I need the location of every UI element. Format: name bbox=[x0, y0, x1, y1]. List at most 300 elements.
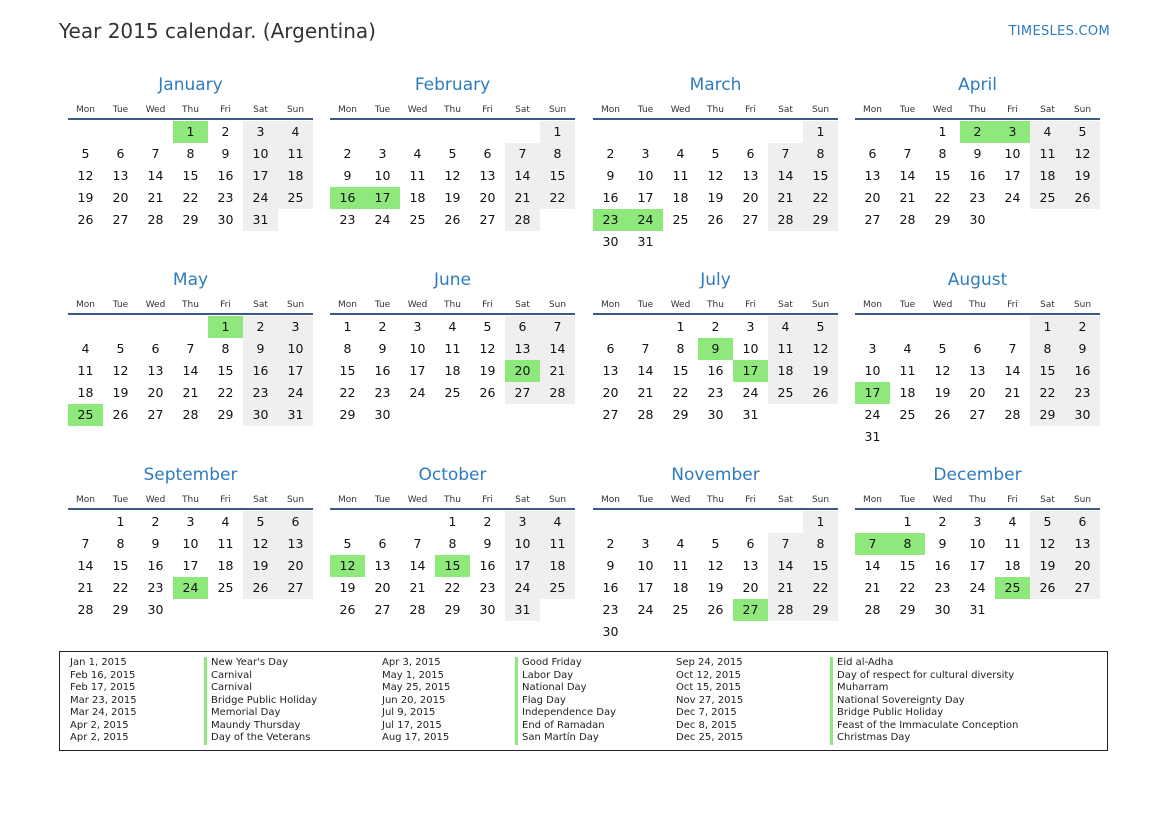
day-cell[interactable]: 30 bbox=[707, 407, 724, 422]
day-cell[interactable]: 14 bbox=[409, 558, 426, 573]
day-cell[interactable]: 13 bbox=[278, 533, 313, 555]
day-cell[interactable]: 4 bbox=[676, 536, 685, 551]
day-cell[interactable]: 1 bbox=[903, 514, 912, 529]
day-cell[interactable]: 29 bbox=[444, 602, 461, 617]
day-cell[interactable]: 30 bbox=[602, 624, 619, 639]
day-cell[interactable]: 14 bbox=[768, 555, 803, 577]
holiday-day-cell[interactable]: 17 bbox=[365, 187, 400, 209]
day-cell[interactable]: 25 bbox=[1030, 187, 1065, 209]
day-cell[interactable]: 22 bbox=[899, 580, 916, 595]
day-cell[interactable]: 2 bbox=[938, 514, 947, 529]
day-cell[interactable]: 28 bbox=[899, 212, 916, 227]
day-cell[interactable]: 24 bbox=[742, 385, 759, 400]
day-cell[interactable]: 7 bbox=[81, 536, 90, 551]
day-cell[interactable]: 26 bbox=[934, 407, 951, 422]
day-cell[interactable]: 27 bbox=[374, 602, 391, 617]
day-cell[interactable]: 19 bbox=[339, 580, 356, 595]
day-cell[interactable]: 23 bbox=[934, 580, 951, 595]
day-cell[interactable]: 7 bbox=[641, 341, 650, 356]
day-cell[interactable]: 24 bbox=[505, 577, 540, 599]
day-cell[interactable]: 2 bbox=[483, 514, 492, 529]
day-cell[interactable]: 7 bbox=[1008, 341, 1017, 356]
day-cell[interactable]: 17 bbox=[637, 190, 654, 205]
day-cell[interactable]: 10 bbox=[278, 338, 313, 360]
day-cell[interactable]: 25 bbox=[444, 385, 461, 400]
day-cell[interactable]: 23 bbox=[217, 190, 234, 205]
day-cell[interactable]: 18 bbox=[278, 165, 313, 187]
day-cell[interactable]: 14 bbox=[637, 363, 654, 378]
day-cell[interactable]: 21 bbox=[409, 580, 426, 595]
day-cell[interactable]: 10 bbox=[637, 558, 654, 573]
day-cell[interactable]: 16 bbox=[969, 168, 986, 183]
day-cell[interactable]: 20 bbox=[742, 580, 759, 595]
day-cell[interactable]: 5 bbox=[711, 536, 720, 551]
day-cell[interactable]: 4 bbox=[768, 316, 803, 338]
day-cell[interactable]: 13 bbox=[112, 168, 129, 183]
day-cell[interactable]: 13 bbox=[602, 363, 619, 378]
day-cell[interactable]: 12 bbox=[243, 533, 278, 555]
day-cell[interactable]: 9 bbox=[606, 558, 615, 573]
day-cell[interactable]: 6 bbox=[278, 511, 313, 533]
day-cell[interactable]: 16 bbox=[707, 363, 724, 378]
day-cell[interactable]: 5 bbox=[803, 316, 838, 338]
day-cell[interactable]: 29 bbox=[182, 212, 199, 227]
day-cell[interactable]: 4 bbox=[676, 146, 685, 161]
day-cell[interactable]: 1 bbox=[938, 124, 947, 139]
day-cell[interactable]: 15 bbox=[182, 168, 199, 183]
day-cell[interactable]: 17 bbox=[1004, 168, 1021, 183]
day-cell[interactable]: 13 bbox=[479, 168, 496, 183]
day-cell[interactable]: 2 bbox=[151, 514, 160, 529]
day-cell[interactable]: 27 bbox=[479, 212, 496, 227]
day-cell[interactable]: 20 bbox=[112, 190, 129, 205]
day-cell[interactable]: 21 bbox=[77, 580, 94, 595]
day-cell[interactable]: 26 bbox=[707, 212, 724, 227]
day-cell[interactable]: 20 bbox=[864, 190, 881, 205]
day-cell[interactable]: 21 bbox=[864, 580, 881, 595]
day-cell[interactable]: 28 bbox=[768, 599, 803, 621]
day-cell[interactable]: 18 bbox=[1030, 165, 1065, 187]
day-cell[interactable]: 17 bbox=[505, 555, 540, 577]
day-cell[interactable]: 26 bbox=[444, 212, 461, 227]
day-cell[interactable]: 19 bbox=[112, 385, 129, 400]
day-cell[interactable]: 27 bbox=[969, 407, 986, 422]
day-cell[interactable]: 29 bbox=[899, 602, 916, 617]
day-cell[interactable]: 12 bbox=[707, 168, 724, 183]
day-cell[interactable]: 6 bbox=[151, 341, 160, 356]
day-cell[interactable]: 10 bbox=[1004, 146, 1021, 161]
day-cell[interactable]: 24 bbox=[409, 385, 426, 400]
day-cell[interactable]: 16 bbox=[602, 190, 619, 205]
day-cell[interactable]: 7 bbox=[413, 536, 422, 551]
day-cell[interactable]: 9 bbox=[343, 168, 352, 183]
day-cell[interactable]: 25 bbox=[768, 382, 803, 404]
day-cell[interactable]: 22 bbox=[934, 190, 951, 205]
day-cell[interactable]: 28 bbox=[637, 407, 654, 422]
day-cell[interactable]: 28 bbox=[540, 382, 575, 404]
day-cell[interactable]: 23 bbox=[969, 190, 986, 205]
day-cell[interactable]: 30 bbox=[969, 212, 986, 227]
holiday-day-cell[interactable]: 27 bbox=[733, 599, 768, 621]
day-cell[interactable]: 10 bbox=[864, 363, 881, 378]
day-cell[interactable]: 14 bbox=[540, 338, 575, 360]
holiday-day-cell[interactable]: 1 bbox=[208, 316, 243, 338]
day-cell[interactable]: 26 bbox=[339, 602, 356, 617]
holiday-day-cell[interactable]: 15 bbox=[435, 555, 470, 577]
day-cell[interactable]: 6 bbox=[116, 146, 125, 161]
day-cell[interactable]: 31 bbox=[969, 602, 986, 617]
day-cell[interactable]: 18 bbox=[768, 360, 803, 382]
day-cell[interactable]: 11 bbox=[768, 338, 803, 360]
day-cell[interactable]: 17 bbox=[969, 558, 986, 573]
day-cell[interactable]: 17 bbox=[182, 558, 199, 573]
day-cell[interactable]: 31 bbox=[864, 429, 881, 444]
day-cell[interactable]: 7 bbox=[903, 146, 912, 161]
day-cell[interactable]: 30 bbox=[1065, 404, 1100, 426]
day-cell[interactable]: 4 bbox=[413, 146, 422, 161]
day-cell[interactable]: 18 bbox=[444, 363, 461, 378]
day-cell[interactable]: 20 bbox=[147, 385, 164, 400]
day-cell[interactable]: 3 bbox=[378, 146, 387, 161]
day-cell[interactable]: 3 bbox=[868, 341, 877, 356]
day-cell[interactable]: 9 bbox=[483, 536, 492, 551]
day-cell[interactable]: 10 bbox=[969, 536, 986, 551]
day-cell[interactable]: 30 bbox=[374, 407, 391, 422]
day-cell[interactable]: 21 bbox=[899, 190, 916, 205]
day-cell[interactable]: 17 bbox=[278, 360, 313, 382]
day-cell[interactable]: 6 bbox=[746, 536, 755, 551]
day-cell[interactable]: 3 bbox=[243, 121, 278, 143]
day-cell[interactable]: 28 bbox=[864, 602, 881, 617]
day-cell[interactable]: 28 bbox=[77, 602, 94, 617]
day-cell[interactable]: 22 bbox=[182, 190, 199, 205]
day-cell[interactable]: 6 bbox=[378, 536, 387, 551]
day-cell[interactable]: 27 bbox=[147, 407, 164, 422]
day-cell[interactable]: 26 bbox=[707, 602, 724, 617]
day-cell[interactable]: 18 bbox=[1004, 558, 1021, 573]
day-cell[interactable]: 16 bbox=[374, 363, 391, 378]
day-cell[interactable]: 10 bbox=[374, 168, 391, 183]
day-cell[interactable]: 16 bbox=[602, 580, 619, 595]
day-cell[interactable]: 5 bbox=[1030, 511, 1065, 533]
day-cell[interactable]: 4 bbox=[1030, 121, 1065, 143]
day-cell[interactable]: 5 bbox=[116, 341, 125, 356]
day-cell[interactable]: 22 bbox=[217, 385, 234, 400]
day-cell[interactable]: 22 bbox=[540, 187, 575, 209]
day-cell[interactable]: 10 bbox=[742, 341, 759, 356]
day-cell[interactable]: 20 bbox=[479, 190, 496, 205]
day-cell[interactable]: 12 bbox=[479, 341, 496, 356]
day-cell[interactable]: 27 bbox=[742, 212, 759, 227]
day-cell[interactable]: 18 bbox=[409, 190, 426, 205]
day-cell[interactable]: 25 bbox=[217, 580, 234, 595]
day-cell[interactable]: 3 bbox=[413, 319, 422, 334]
day-cell[interactable]: 21 bbox=[637, 385, 654, 400]
day-cell[interactable]: 6 bbox=[505, 316, 540, 338]
day-cell[interactable]: 12 bbox=[1030, 533, 1065, 555]
day-cell[interactable]: 18 bbox=[540, 555, 575, 577]
day-cell[interactable]: 15 bbox=[899, 558, 916, 573]
day-cell[interactable]: 10 bbox=[243, 143, 278, 165]
day-cell[interactable]: 22 bbox=[339, 385, 356, 400]
day-cell[interactable]: 24 bbox=[637, 602, 654, 617]
day-cell[interactable]: 6 bbox=[606, 341, 615, 356]
day-cell[interactable]: 11 bbox=[77, 363, 94, 378]
day-cell[interactable]: 30 bbox=[934, 602, 951, 617]
day-cell[interactable]: 4 bbox=[448, 319, 457, 334]
holiday-day-cell[interactable]: 9 bbox=[698, 338, 733, 360]
day-cell[interactable]: 31 bbox=[243, 209, 278, 231]
day-cell[interactable]: 20 bbox=[969, 385, 986, 400]
day-cell[interactable]: 26 bbox=[1030, 577, 1065, 599]
day-cell[interactable]: 15 bbox=[217, 363, 234, 378]
holiday-day-cell[interactable]: 3 bbox=[995, 121, 1030, 143]
day-cell[interactable]: 24 bbox=[1004, 190, 1021, 205]
day-cell[interactable]: 1 bbox=[116, 514, 125, 529]
day-cell[interactable]: 11 bbox=[672, 558, 689, 573]
day-cell[interactable]: 8 bbox=[221, 341, 230, 356]
day-cell[interactable]: 14 bbox=[505, 165, 540, 187]
day-cell[interactable]: 1 bbox=[448, 514, 457, 529]
day-cell[interactable]: 23 bbox=[1065, 382, 1100, 404]
day-cell[interactable]: 22 bbox=[803, 577, 838, 599]
holiday-day-cell[interactable]: 17 bbox=[733, 360, 768, 382]
day-cell[interactable]: 2 bbox=[378, 319, 387, 334]
day-cell[interactable]: 7 bbox=[505, 143, 540, 165]
day-cell[interactable]: 7 bbox=[768, 533, 803, 555]
day-cell[interactable]: 19 bbox=[1065, 165, 1100, 187]
day-cell[interactable]: 25 bbox=[672, 602, 689, 617]
day-cell[interactable]: 26 bbox=[77, 212, 94, 227]
day-cell[interactable]: 19 bbox=[934, 385, 951, 400]
day-cell[interactable]: 9 bbox=[1065, 338, 1100, 360]
day-cell[interactable]: 11 bbox=[444, 341, 461, 356]
day-cell[interactable]: 12 bbox=[803, 338, 838, 360]
day-cell[interactable]: 14 bbox=[899, 168, 916, 183]
day-cell[interactable]: 8 bbox=[676, 341, 685, 356]
day-cell[interactable]: 3 bbox=[641, 146, 650, 161]
day-cell[interactable]: 8 bbox=[448, 536, 457, 551]
day-cell[interactable]: 30 bbox=[243, 404, 278, 426]
day-cell[interactable]: 11 bbox=[217, 536, 234, 551]
day-cell[interactable]: 27 bbox=[278, 577, 313, 599]
day-cell[interactable]: 24 bbox=[864, 407, 881, 422]
day-cell[interactable]: 2 bbox=[711, 319, 720, 334]
day-cell[interactable]: 19 bbox=[707, 580, 724, 595]
day-cell[interactable]: 18 bbox=[672, 580, 689, 595]
holiday-day-cell[interactable]: 2 bbox=[960, 121, 995, 143]
day-cell[interactable]: 16 bbox=[243, 360, 278, 382]
day-cell[interactable]: 3 bbox=[973, 514, 982, 529]
day-cell[interactable]: 3 bbox=[186, 514, 195, 529]
day-cell[interactable]: 11 bbox=[540, 533, 575, 555]
day-cell[interactable]: 14 bbox=[768, 165, 803, 187]
day-cell[interactable]: 2 bbox=[343, 146, 352, 161]
day-cell[interactable]: 16 bbox=[217, 168, 234, 183]
day-cell[interactable]: 30 bbox=[147, 602, 164, 617]
day-cell[interactable]: 15 bbox=[339, 363, 356, 378]
day-cell[interactable]: 25 bbox=[672, 212, 689, 227]
day-cell[interactable]: 4 bbox=[1008, 514, 1017, 529]
day-cell[interactable]: 13 bbox=[969, 363, 986, 378]
day-cell[interactable]: 19 bbox=[803, 360, 838, 382]
day-cell[interactable]: 23 bbox=[243, 382, 278, 404]
day-cell[interactable]: 23 bbox=[479, 580, 496, 595]
day-cell[interactable]: 19 bbox=[479, 363, 496, 378]
day-cell[interactable]: 9 bbox=[151, 536, 160, 551]
day-cell[interactable]: 17 bbox=[243, 165, 278, 187]
day-cell[interactable]: 25 bbox=[540, 577, 575, 599]
day-cell[interactable]: 29 bbox=[934, 212, 951, 227]
day-cell[interactable]: 21 bbox=[540, 360, 575, 382]
day-cell[interactable]: 28 bbox=[768, 209, 803, 231]
day-cell[interactable]: 6 bbox=[1065, 511, 1100, 533]
day-cell[interactable]: 12 bbox=[77, 168, 94, 183]
day-cell[interactable]: 11 bbox=[409, 168, 426, 183]
day-cell[interactable]: 30 bbox=[602, 234, 619, 249]
day-cell[interactable]: 22 bbox=[112, 580, 129, 595]
day-cell[interactable]: 20 bbox=[742, 190, 759, 205]
day-cell[interactable]: 17 bbox=[637, 580, 654, 595]
day-cell[interactable]: 12 bbox=[444, 168, 461, 183]
day-cell[interactable]: 12 bbox=[934, 363, 951, 378]
day-cell[interactable]: 1 bbox=[803, 121, 838, 143]
day-cell[interactable]: 8 bbox=[803, 143, 838, 165]
day-cell[interactable]: 5 bbox=[1065, 121, 1100, 143]
day-cell[interactable]: 10 bbox=[182, 536, 199, 551]
day-cell[interactable]: 18 bbox=[77, 385, 94, 400]
day-cell[interactable]: 2 bbox=[243, 316, 278, 338]
day-cell[interactable]: 14 bbox=[77, 558, 94, 573]
day-cell[interactable]: 26 bbox=[803, 382, 838, 404]
day-cell[interactable]: 30 bbox=[217, 212, 234, 227]
day-cell[interactable]: 20 bbox=[278, 555, 313, 577]
day-cell[interactable]: 5 bbox=[938, 341, 947, 356]
day-cell[interactable]: 7 bbox=[540, 316, 575, 338]
holiday-day-cell[interactable]: 17 bbox=[855, 382, 890, 404]
holiday-day-cell[interactable]: 25 bbox=[68, 404, 103, 426]
day-cell[interactable]: 19 bbox=[243, 555, 278, 577]
day-cell[interactable]: 13 bbox=[505, 338, 540, 360]
day-cell[interactable]: 9 bbox=[378, 341, 387, 356]
holiday-day-cell[interactable]: 12 bbox=[330, 555, 365, 577]
day-cell[interactable]: 27 bbox=[505, 382, 540, 404]
day-cell[interactable]: 31 bbox=[742, 407, 759, 422]
day-cell[interactable]: 7 bbox=[768, 143, 803, 165]
day-cell[interactable]: 21 bbox=[147, 190, 164, 205]
day-cell[interactable]: 8 bbox=[116, 536, 125, 551]
day-cell[interactable]: 6 bbox=[973, 341, 982, 356]
day-cell[interactable]: 5 bbox=[343, 536, 352, 551]
day-cell[interactable]: 1 bbox=[540, 121, 575, 143]
day-cell[interactable]: 4 bbox=[540, 511, 575, 533]
day-cell[interactable]: 11 bbox=[899, 363, 916, 378]
day-cell[interactable]: 21 bbox=[182, 385, 199, 400]
day-cell[interactable]: 21 bbox=[1004, 385, 1021, 400]
day-cell[interactable]: 17 bbox=[409, 363, 426, 378]
day-cell[interactable]: 27 bbox=[1065, 577, 1100, 599]
day-cell[interactable]: 11 bbox=[1004, 536, 1021, 551]
day-cell[interactable]: 19 bbox=[707, 190, 724, 205]
day-cell[interactable]: 31 bbox=[637, 234, 654, 249]
day-cell[interactable]: 27 bbox=[112, 212, 129, 227]
day-cell[interactable]: 22 bbox=[1030, 382, 1065, 404]
day-cell[interactable]: 6 bbox=[746, 146, 755, 161]
day-cell[interactable]: 25 bbox=[409, 212, 426, 227]
day-cell[interactable]: 5 bbox=[243, 511, 278, 533]
day-cell[interactable]: 19 bbox=[1030, 555, 1065, 577]
day-cell[interactable]: 21 bbox=[768, 187, 803, 209]
day-cell[interactable]: 1 bbox=[343, 319, 352, 334]
holiday-day-cell[interactable]: 8 bbox=[890, 533, 925, 555]
holiday-day-cell[interactable]: 25 bbox=[995, 577, 1030, 599]
day-cell[interactable]: 19 bbox=[444, 190, 461, 205]
day-cell[interactable]: 8 bbox=[186, 146, 195, 161]
day-cell[interactable]: 12 bbox=[707, 558, 724, 573]
day-cell[interactable]: 26 bbox=[112, 407, 129, 422]
day-cell[interactable]: 5 bbox=[448, 146, 457, 161]
day-cell[interactable]: 2 bbox=[606, 536, 615, 551]
day-cell[interactable]: 4 bbox=[81, 341, 90, 356]
day-cell[interactable]: 9 bbox=[973, 146, 982, 161]
day-cell[interactable]: 3 bbox=[278, 316, 313, 338]
holiday-day-cell[interactable]: 16 bbox=[330, 187, 365, 209]
day-cell[interactable]: 28 bbox=[147, 212, 164, 227]
day-cell[interactable]: 24 bbox=[374, 212, 391, 227]
day-cell[interactable]: 20 bbox=[1065, 555, 1100, 577]
day-cell[interactable]: 28 bbox=[409, 602, 426, 617]
day-cell[interactable]: 26 bbox=[243, 577, 278, 599]
day-cell[interactable]: 8 bbox=[803, 533, 838, 555]
day-cell[interactable]: 15 bbox=[540, 165, 575, 187]
day-cell[interactable]: 4 bbox=[903, 341, 912, 356]
day-cell[interactable]: 27 bbox=[864, 212, 881, 227]
holiday-day-cell[interactable]: 24 bbox=[173, 577, 208, 599]
day-cell[interactable]: 23 bbox=[339, 212, 356, 227]
day-cell[interactable]: 16 bbox=[147, 558, 164, 573]
day-cell[interactable]: 28 bbox=[182, 407, 199, 422]
day-cell[interactable]: 11 bbox=[1030, 143, 1065, 165]
day-cell[interactable]: 1 bbox=[1030, 316, 1065, 338]
holiday-day-cell[interactable]: 20 bbox=[505, 360, 540, 382]
day-cell[interactable]: 20 bbox=[602, 385, 619, 400]
day-cell[interactable]: 14 bbox=[864, 558, 881, 573]
day-cell[interactable]: 25 bbox=[278, 187, 313, 209]
day-cell[interactable]: 8 bbox=[1030, 338, 1065, 360]
day-cell[interactable]: 24 bbox=[278, 382, 313, 404]
day-cell[interactable]: 10 bbox=[637, 168, 654, 183]
holiday-day-cell[interactable]: 7 bbox=[855, 533, 890, 555]
day-cell[interactable]: 13 bbox=[864, 168, 881, 183]
day-cell[interactable]: 29 bbox=[803, 599, 838, 621]
day-cell[interactable]: 24 bbox=[243, 187, 278, 209]
day-cell[interactable]: 29 bbox=[803, 209, 838, 231]
day-cell[interactable]: 29 bbox=[339, 407, 356, 422]
day-cell[interactable]: 11 bbox=[278, 143, 313, 165]
day-cell[interactable]: 1 bbox=[803, 511, 838, 533]
day-cell[interactable]: 15 bbox=[112, 558, 129, 573]
day-cell[interactable]: 18 bbox=[899, 385, 916, 400]
day-cell[interactable]: 23 bbox=[374, 385, 391, 400]
day-cell[interactable]: 11 bbox=[672, 168, 689, 183]
day-cell[interactable]: 14 bbox=[147, 168, 164, 183]
day-cell[interactable]: 29 bbox=[1030, 404, 1065, 426]
day-cell[interactable]: 29 bbox=[112, 602, 129, 617]
day-cell[interactable]: 13 bbox=[374, 558, 391, 573]
day-cell[interactable]: 29 bbox=[217, 407, 234, 422]
day-cell[interactable]: 28 bbox=[1004, 407, 1021, 422]
day-cell[interactable]: 5 bbox=[483, 319, 492, 334]
